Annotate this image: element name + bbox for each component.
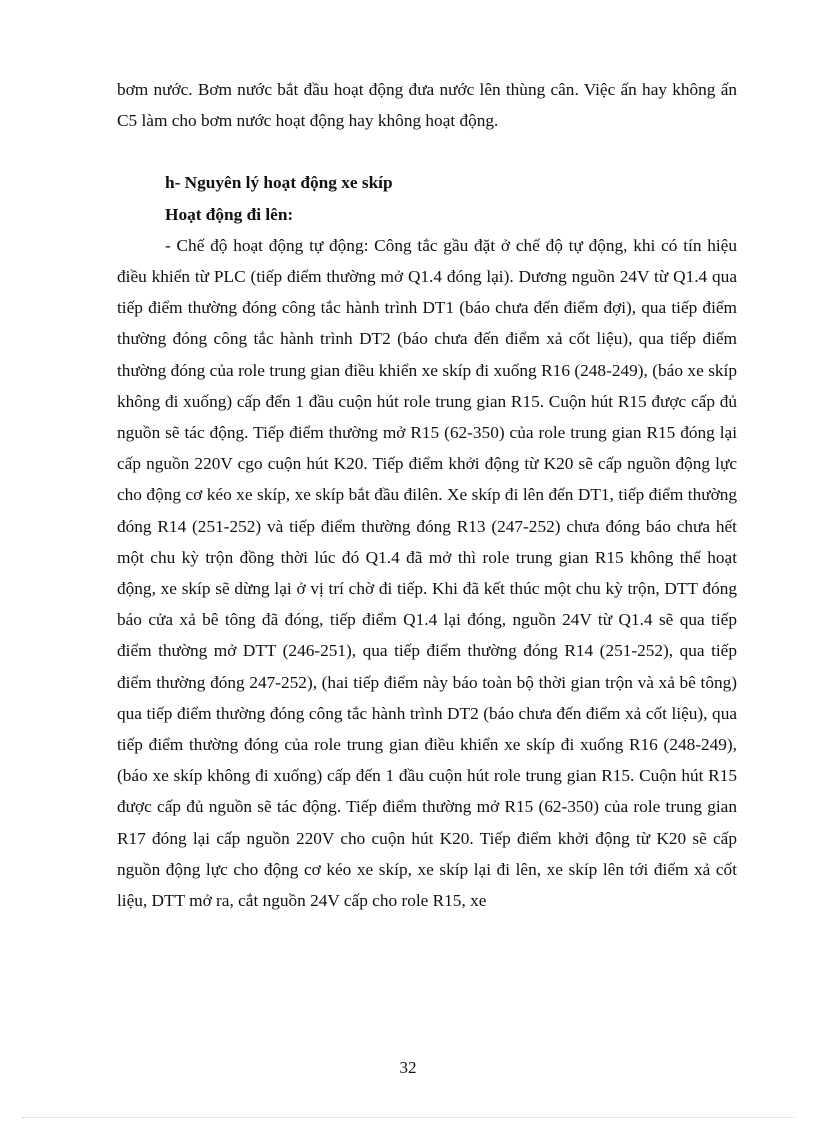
- section-heading: h- Nguyên lý hoạt động xe skíp: [165, 173, 393, 193]
- subheading: Hoạt động đi lên:: [165, 204, 294, 224]
- page-number: 32: [399, 1058, 417, 1077]
- page-content: [117, 74, 737, 916]
- paragraph-gap: [117, 136, 737, 167]
- page-bottom-rule: [22, 1117, 794, 1118]
- intro-paragraph: bơm nước. Bơm nước bắt đầu hoạt động đưa nước lên thùng cân. Việc ấn hay không ấn C5 làm cho bơm nước hoạt động hay không hoạt động.: [117, 80, 737, 131]
- body-paragraph: - Chế độ hoạt động tự động: Công tắc gầu đặt ở chế độ tự động, khi có tín hiệu điều khiển từ PLC (tiếp điểm thường mở Q1.4 đóng lại). Dương nguồn 24V từ Q1.4 qua tiếp điểm thường đóng công tắc hành trình DT1 (báo chưa đến điểm đợi), qua tiếp điểm thường đóng công tắc hành trình DT2 (báo chưa đến điểm xả cốt liệu), qua tiếp điểm thường đóng của role trung gian điều khiển xe skíp đi xuống R16 (248-249), (báo xe skíp không đi xuống) cấp đến 1 đầu cuộn hút role trung gian R15. Cuộn hút R15 được cấp đủ nguồn sẽ tác động. Tiếp điểm thường mở R15 (62-350) của role trung gian R15 đóng lại cấp nguồn 220V cgo cuộn hút K20. Tiếp điểm khởi động từ K20 sẽ cấp nguồn động lực cho động cơ kéo xe skíp, xe skíp bắt đầu đilên. Xe skíp đi lên đến DT1, tiếp điểm thường đóng R14 (251-252) và tiếp điểm thường đóng R13 (247-252) chưa đóng báo chưa hết một chu kỳ trộn đồng thời lúc đó Q1.4 đã mở thì role trung gian R15 không thể hoạt động, xe skíp sẽ dừng lại ở vị trí chờ đi tiếp. Khi đã kết thúc một chu kỳ trộn, DTT đóng báo cửa xả bê tông đã đóng, tiếp điểm Q1.4 lại đóng, nguồn 24V từ Q1.4 sẽ qua tiếp điểm thường mở DTT (246-251), qua tiếp điểm thường đóng R14 (251-252), qua tiếp điểm thường đóng 247-252), (hai tiếp điểm này báo toàn bộ thời gian trộn và xả bê tông) qua tiếp điểm thường đóng công tắc hành trình DT2 (báo chưa đến điểm xả cốt liệu), qua tiếp điểm thường đóng của role trung gian điều khiển xe skíp đi xuống R16 (248-249), (báo xe skíp không đi xuống) cấp đến 1 đầu cuộn hút role trung gian R15. Cuộn hút R15 được cấp đủ nguồn sẽ tác động. Tiếp điểm thường mở R15 (62-350) của role trung gian R17 đóng lại cấp nguồn 220V cho cuộn hút K20. Tiếp điểm khởi động từ K20 sẽ cấp nguồn động lực cho động cơ kéo xe skíp, xe skíp lại đi lên, xe skíp lên tới điểm xả cốt liệu, DTT mở ra, cắt nguồn 24V cấp cho role R15, xe: [117, 235, 737, 911]
